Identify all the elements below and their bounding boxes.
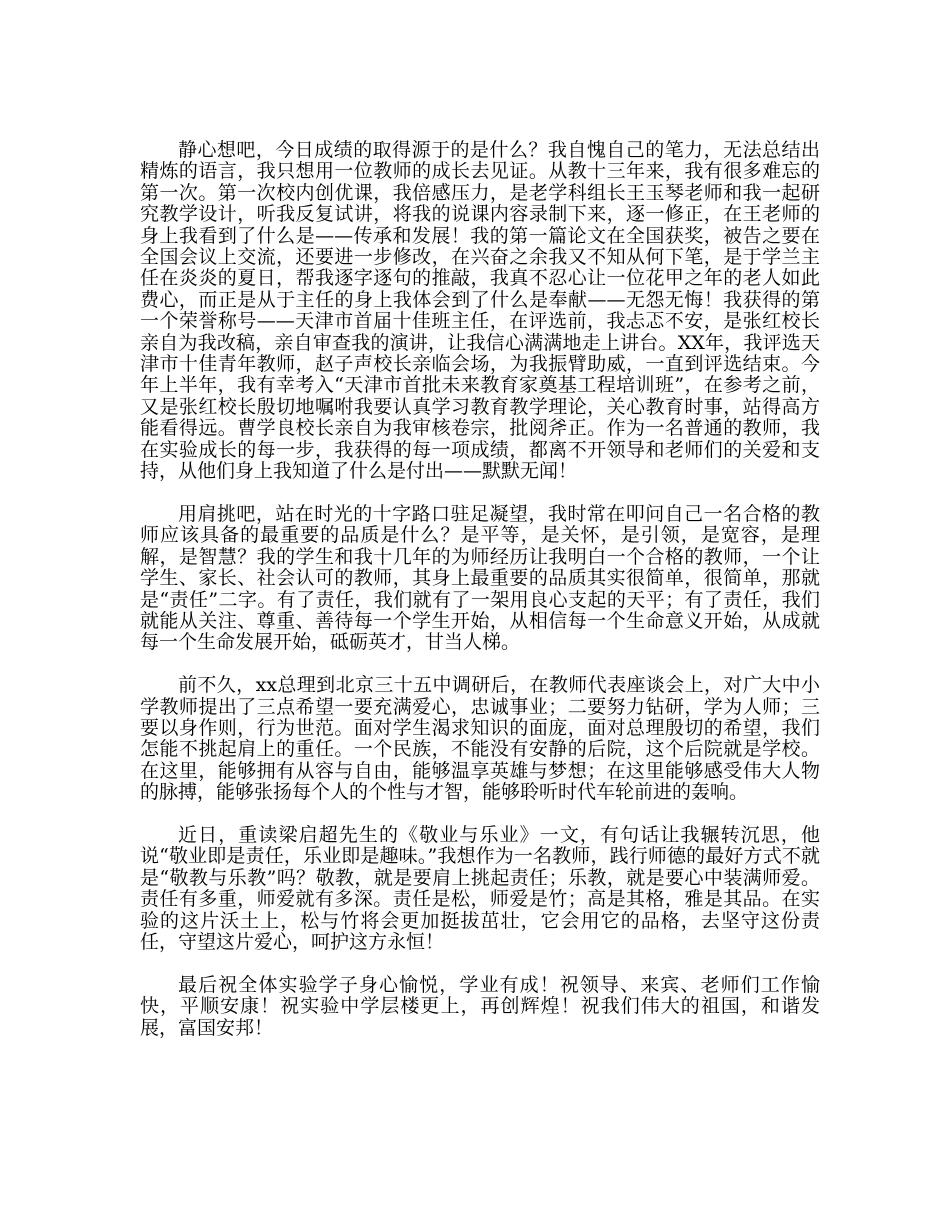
paragraph-3: 前不久，xx总理到北京三十五中调研后，在教师代表座谈会上，对广大中小学教师提出了三点希望一要充满爱心，忠诚事业；二要努力钻研，学为人师；三要以身作则，行为世范。面对学生渴求知识的面庞，面对总理殷切的希望，我们怎能不挑起肩上的重任。一个民族，不能没有安静的后院，这个后院就是学校。在这里，能够拥有从容与自由，能够温享英雄与梦想；在这里能够感受伟大人物的脉搏，能够张扬每个人的个性与才智，能够聆听时代车轮前进的轰响。 (140, 674, 820, 804)
paragraph-2: 用肩挑吧，站在时光的十字路口驻足凝望，我时常在叩问自己一名合格的教师应该具备的最重要的品质是什么？是平等，是关怀，是引领，是宽容，是理解，是智慧？我的学生和我十几年的为师经历让我明白一个合格的教师，一个让学生、家长、社会认可的教师，其身上最重要的品质其实很简单，很简单，那就是“责任”二字。有了责任，我们就有了一架用良心支起的天平；有了责任，我们就能从关注、尊重、善待每一个学生开始，从相信每一个生命意义开始，从成就每一个生命发展开始，砥砺英才，甘当人梯。 (140, 502, 820, 654)
paragraph-1: 静心想吧，今日成绩的取得源于的是什么？我自愧自己的笔力，无法总结出精炼的语言，我只想用一位教师的成长去见证。从教十三年来，我有很多难忘的第一次。第一次校内创优课，我倍感压力，是老学科组长王玉琴老师和我一起研究教学设计，听我反复试讲，将我的说课内容录制下来，逐一修正，在王老师的身上我看到了什么是——传承和发展！我的第一篇论文在全国获奖，被告之要在全国会议上交流，还要进一步修改，在兴奋之余我又不知从何下笔，是于学兰主任在炎炎的夏日，帮我逐字逐句的推敲，我真不忍心让一位花甲之年的老人如此费心，而正是从于主任的身上我体会到了什么是奉献——无怨无悔！我获得的第一个荣誉称号——天津市首届十佳班主任，在评选前，我忐忑不安，是张红校长亲自为我改稿，亲自审查我的演讲，让我信心满满地走上讲台。XX年，我评选天津市十佳青年教师，赵子声校长亲临会场，为我振臂助威，一直到评选结束。今年上半年，我有幸考入“天津市首批未来教育家奠基工程培训班”，在参考之前，又是张红校长殷切地嘱咐我要认真学习教育教学理论，关心教育时事，站得高方能看得远。曹学良校长亲自为我审核卷宗，批阅斧正。作为一名普通的教师，我在实验成长的每一步，我获得的每一项成绩，都离不开领导和老师们的关爱和支持，从他们身上我知道了什么是付出——默默无闻！ (140, 139, 820, 483)
paragraph-4: 近日，重读梁启超先生的《敬业与乐业》一文，有句话让我辗转沉思，他说“敬业即是责任，乐业即是趣味。”我想作为一名教师，践行师德的最好方式不就是“敬教与乐教”吗？敬教，就是要肩上挑起责任；乐教，就是要心中装满师爱。责任有多重，师爱就有多深。责任是松，师爱是竹；高是其格，雅是其品。在实验的这片沃土上，松与竹将会更加挺拔茁壮，它会用它的品格，去坚守这份责任，守望这片爱心，呵护这方永恒！ (140, 823, 820, 953)
document-page (140, 140, 820, 1060)
paragraph-5: 最后祝全体实验学子身心愉悦，学业有成！祝领导、来宾、老师们工作愉快，平顺安康！祝实验中学层楼更上，再创辉煌！祝我们伟大的祖国，和谐发展，富国安邦！ (140, 973, 820, 1039)
